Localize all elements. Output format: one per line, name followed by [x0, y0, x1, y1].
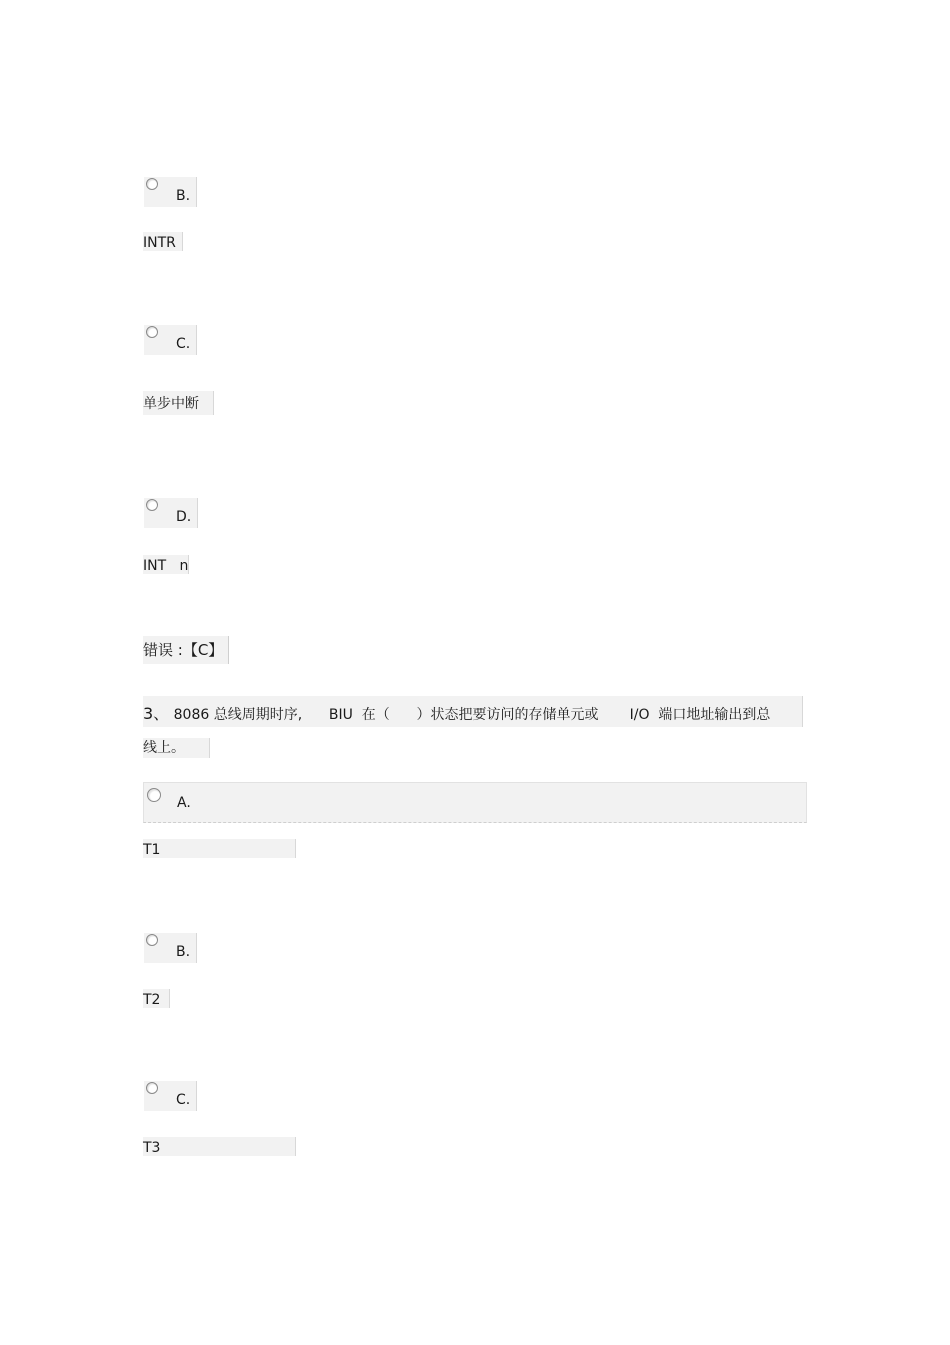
- option-d-row[interactable]: [144, 498, 198, 528]
- option-letter: C.: [174, 1081, 197, 1111]
- radio-box[interactable]: [144, 325, 174, 355]
- radio-unselected-icon[interactable]: [146, 1082, 158, 1094]
- option-b-row[interactable]: [144, 177, 196, 207]
- question-text-line2: 线上。: [143, 738, 210, 758]
- option-text: T1: [143, 839, 296, 858]
- option-letter: B.: [174, 933, 197, 963]
- option-text: INT n: [143, 555, 189, 574]
- question-body: 8086 总线周期时序, BIU 在（ ）状态把要访问的存储单元或 I/O 端口地址输出到总: [169, 707, 771, 723]
- option-letter: C.: [174, 325, 197, 355]
- radio-unselected-icon[interactable]: [146, 178, 158, 190]
- radio-unselected-icon[interactable]: [146, 499, 158, 511]
- radio-box[interactable]: [144, 1081, 174, 1111]
- question-number: 3、: [143, 704, 170, 723]
- option-a-row[interactable]: [143, 782, 807, 823]
- option-c-row[interactable]: [144, 1081, 196, 1111]
- radio-unselected-icon[interactable]: [146, 326, 158, 338]
- option-letter: B.: [174, 177, 197, 207]
- question-text-line1: [143, 696, 803, 727]
- option-letter: A.: [177, 795, 191, 811]
- radio-unselected-icon[interactable]: [146, 934, 158, 946]
- option-text: INTR: [143, 232, 183, 251]
- option-c-row[interactable]: [144, 325, 196, 355]
- radio-unselected-icon[interactable]: [147, 788, 161, 802]
- option-text: T2: [143, 989, 170, 1008]
- radio-box[interactable]: [144, 177, 174, 207]
- option-letter: D.: [174, 498, 198, 528]
- answer-result: 错误 :【C】: [143, 636, 229, 664]
- option-b-row[interactable]: [144, 933, 196, 963]
- radio-box[interactable]: [144, 498, 174, 528]
- option-text: 单步中断: [143, 391, 214, 415]
- radio-box[interactable]: [144, 933, 174, 963]
- option-text: T3: [143, 1137, 296, 1156]
